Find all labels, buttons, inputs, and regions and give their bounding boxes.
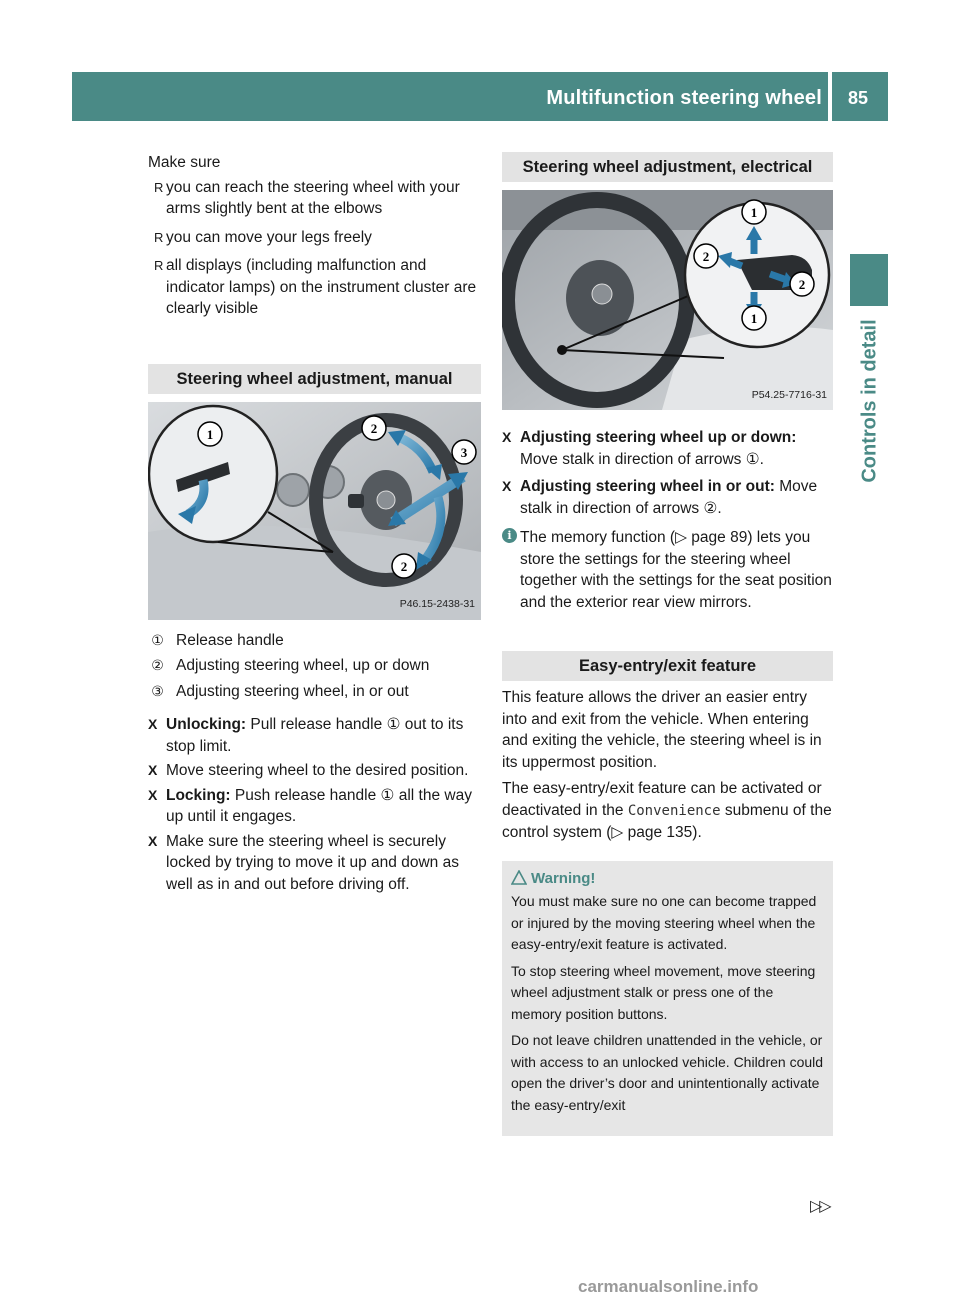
number-1-icon: ① — [380, 786, 395, 804]
instruction-step: X Unlocking: Pull release handle ① out to its stop limit. — [148, 716, 464, 755]
list-item: R you can move your legs freely — [148, 227, 481, 249]
watermark: carmanualsonline.info — [578, 1277, 759, 1296]
side-tab-label: Controls in detail — [858, 319, 881, 483]
number-1-icon: ① — [386, 716, 401, 733]
step-arrow-icon: X — [148, 786, 158, 803]
figure-code: P54.25-7716-31 — [751, 388, 827, 401]
step-arrow-icon: X — [148, 716, 158, 732]
number-2-icon: ② — [703, 499, 718, 517]
bullet-icon: R — [154, 179, 164, 195]
right-column — [502, 152, 833, 1136]
paragraph: The easy-entry/exit feature can be activated or deactivated in the Convenience submenu of the control system (▷ page 135). — [502, 780, 832, 841]
instruction-step: X Make sure the steering wheel is securely locked by trying to move it up and down as well as in and out before driving off. — [148, 832, 459, 893]
side-tab — [855, 316, 885, 486]
header-separator — [828, 72, 832, 121]
manual-adjustment-illustration — [148, 402, 481, 620]
intro-text: Make sure — [148, 154, 221, 171]
instruction-step: X Locking: Push release handle ① all the way up until it engages. — [148, 786, 472, 825]
section-heading-easy-entry: Easy-entry/exit feature — [502, 651, 833, 681]
electrical-adjustment-illustration — [502, 190, 833, 410]
step-arrow-icon: X — [502, 429, 512, 445]
number-3-icon: ③ — [151, 682, 164, 699]
warning-triangle-icon — [511, 870, 527, 885]
svg-text:2: 2 — [370, 420, 378, 436]
page-reference-link[interactable]: ▷ page 135 — [611, 824, 693, 841]
side-tab-marker — [850, 254, 888, 306]
warning-text: To stop steering wheel movement, move steering wheel adjustment stalk or press one of the memory position buttons. — [511, 962, 816, 1022]
legend-item: ③ Adjusting steering wheel, in or out — [148, 681, 481, 703]
continue-arrows-icon: ▷▷ — [810, 1198, 829, 1215]
warning-title: Warning! — [511, 868, 824, 890]
electrical-steering-wheel-image — [502, 190, 833, 410]
svg-text:1: 1 — [750, 205, 758, 220]
list-item: R all displays (including malfunction and indicator lamps) on the instrument cluster are clearly visible — [154, 257, 477, 317]
manual-steering-wheel-image — [148, 402, 481, 620]
svg-text:3: 3 — [460, 444, 468, 460]
legend-item: ② Adjusting steering wheel, up or down — [148, 655, 481, 677]
paragraph: This feature allows the driver an easier entry into and exit from the vehicle. When entering and exiting the vehicle, the steering wheel is in its uppermost position. — [502, 689, 822, 771]
page-reference-link[interactable]: ▷ page 89 — [675, 529, 748, 546]
instruction-step: X Adjusting steering wheel up or down: Move stalk in direction of arrows ①. — [502, 429, 797, 468]
left-column — [148, 152, 481, 898]
info-note: i The memory function (▷ page 89) lets you store the settings for the steering wheel together with the settings for the seat position and the exterior rear view mirrors. — [502, 527, 833, 613]
svg-text:2: 2 — [702, 249, 710, 264]
section-heading-manual: Steering wheel adjustment, manual — [148, 364, 481, 394]
number-2-icon: ② — [151, 657, 164, 673]
svg-text:2: 2 — [798, 277, 806, 292]
instruction-step: X Move steering wheel to the desired position. — [148, 760, 481, 782]
step-arrow-icon: X — [502, 478, 512, 494]
list-item: R you can reach the steering wheel with your arms slightly bent at the elbows — [154, 178, 460, 217]
bullet-icon: R — [154, 229, 164, 245]
warning-text: Do not leave children unattended in the vehicle, or with access to an unlocked vehicle. Children could open the driver’s door and unintentionally activate the easy-entry/exit — [511, 1032, 824, 1113]
step-arrow-icon: X — [148, 762, 158, 778]
figure-code: P46.15-2438-31 — [399, 598, 475, 610]
page-header-title: Multifunction steering wheel — [546, 87, 822, 109]
bullet-icon: R — [154, 258, 164, 273]
requirements-list — [148, 177, 481, 320]
number-1-icon: ① — [151, 631, 164, 648]
step-arrow-icon: X — [148, 832, 158, 849]
svg-text:1: 1 — [206, 426, 214, 442]
section-heading-electrical: Steering wheel adjustment, electrical — [502, 152, 833, 182]
svg-text:2: 2 — [400, 558, 408, 574]
warning-box — [502, 861, 833, 1136]
instruction-step: X Adjusting steering wheel in or out: Move stalk in direction of arrows ②. — [502, 478, 818, 517]
info-icon: i — [502, 528, 517, 543]
number-1-icon: ① — [745, 450, 760, 468]
menu-name: Convenience — [627, 802, 721, 819]
legend-item: ① Release handle — [148, 630, 481, 652]
page-number: 85 — [848, 88, 869, 108]
svg-text:1: 1 — [750, 311, 758, 326]
warning-text: You must make sure no one can become trapped or injured by the moving steering wheel when the easy-entry/exit feature is activated. — [511, 893, 817, 952]
